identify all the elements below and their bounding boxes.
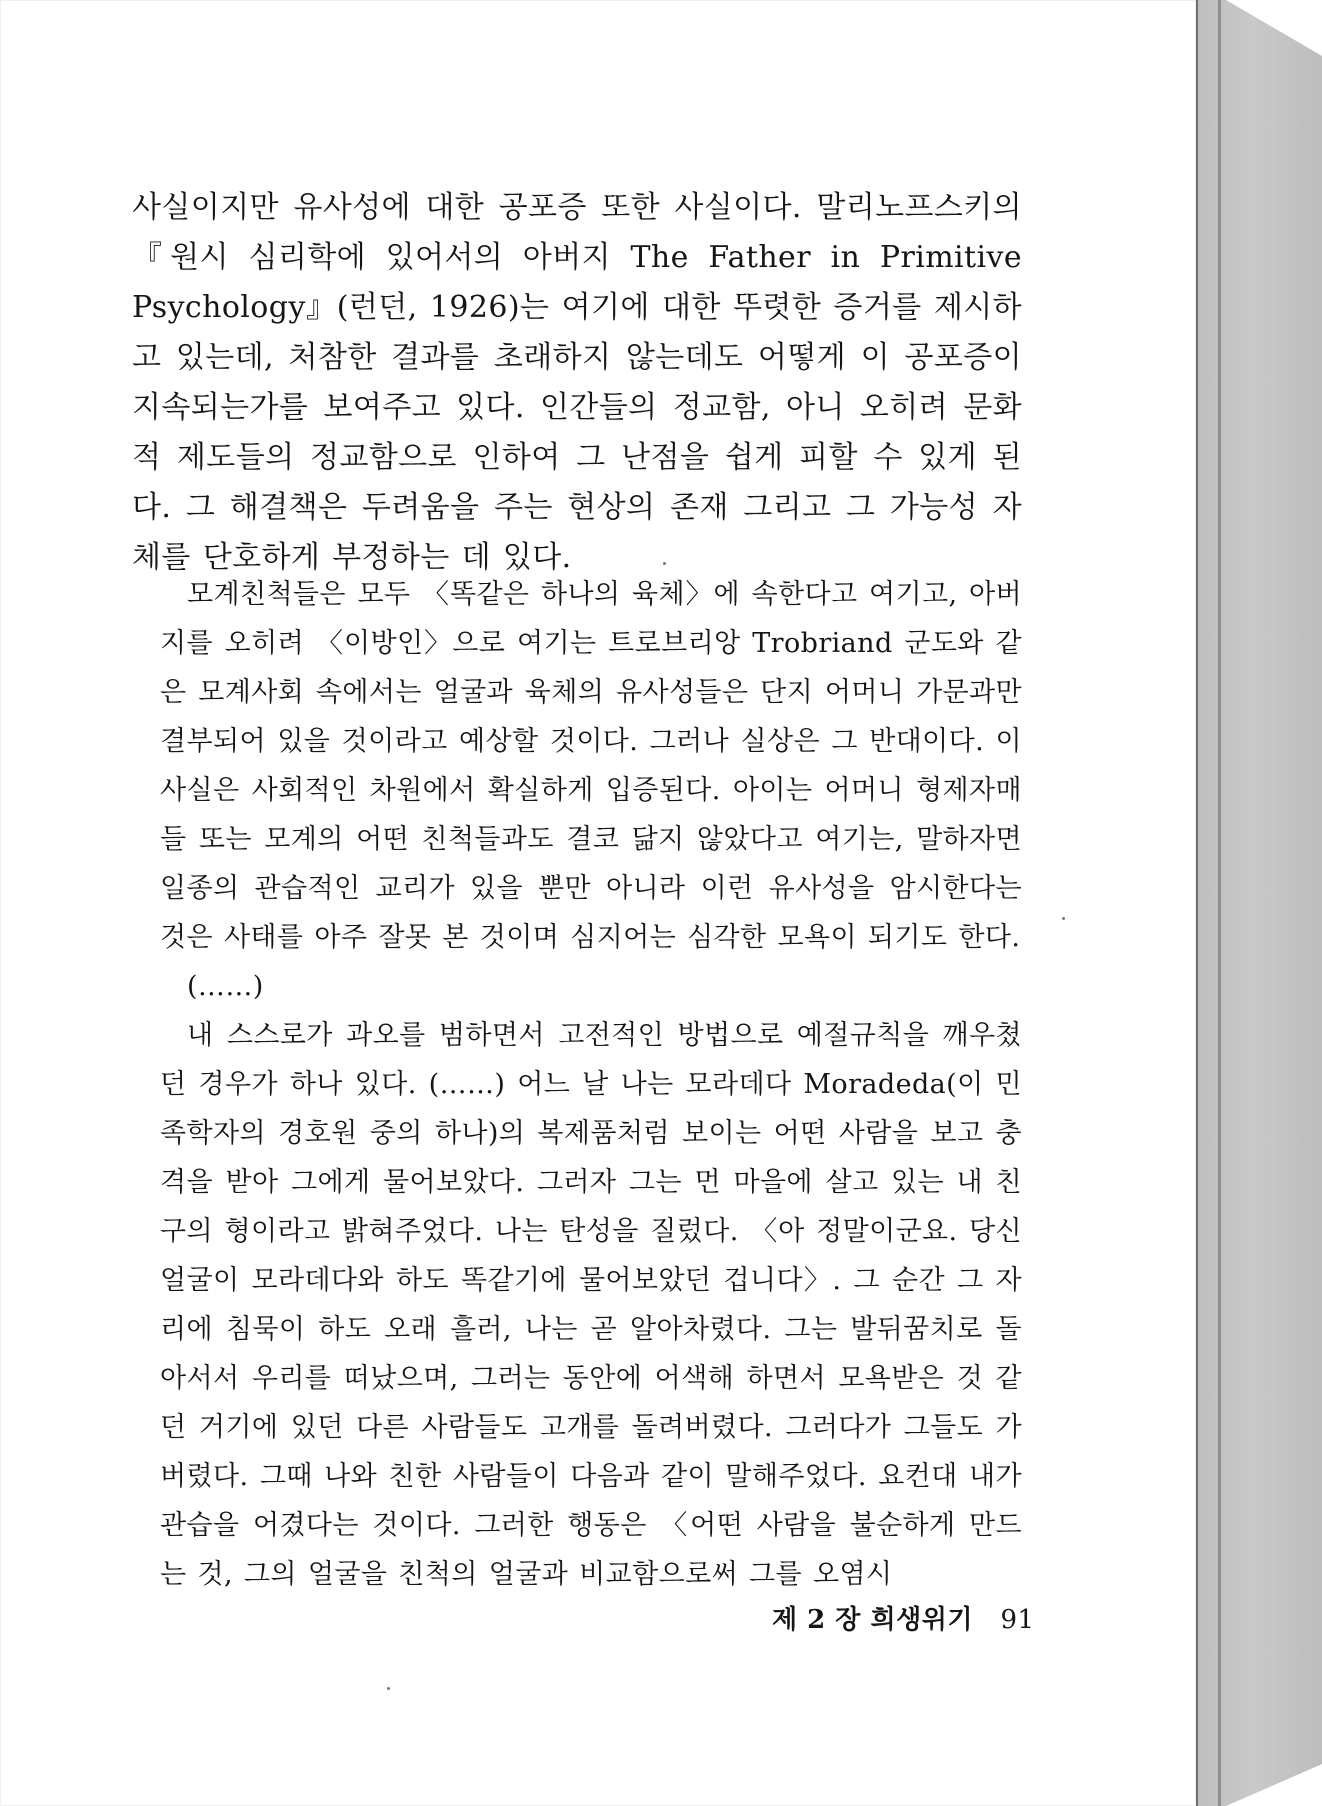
quote-block bbox=[160, 570, 1022, 1599]
footer-chapter-title: 제 2 장 희생위기 bbox=[772, 1605, 973, 1635]
scan-speck bbox=[387, 1687, 390, 1690]
scan-speck bbox=[1062, 917, 1065, 920]
quote-paragraph-2: 내 스스로가 과오를 범하면서 고전적인 방법으로 예절규칙을 깨우쳤던 경우가 하나 있다. (……) 어느 날 나는 모라데다 Moradeda(이 민족학자의 경호원 중의 하나)의 복제품처럼 보이는 어떤 사람을 보고 충격을 받아 그에게 물어보았다. 그러자 그는 먼 마을에 살고 있는 내 친구의 형이라고 밝혀주었다. 나는 탄성을 질렀다. 〈아 정말이군요. 당신 얼굴이 모라데다와 하도 똑같기에 물어보았던 겁니다〉. 그 순간 그 자리에 침묵이 하도 오래 흘러, 나는 곧 알아차렸다. 그는 발뒤꿈치로 돌아서서 우리를 떠났으며, 그러는 동안에 어색해 하면서 모욕받은 것 같던 거기에 있던 다른 사람들도 고개를 돌려버렸다. 그러다가 그들도 가버렸다. 그때 나와 친한 사람들이 다음과 같이 말해주었다. 요컨대 내가 관습을 어겼다는 것이다. 그러한 행동은 〈어떤 사람을 불순하게 만드는 것, 그의 얼굴을 친척의 얼굴과 비교함으로써 그를 오염시 bbox=[160, 1020, 1022, 1590]
footer-page-number: 91 bbox=[1000, 1605, 1035, 1635]
main-text-block bbox=[132, 183, 1022, 583]
quote-ellipsis: (……) bbox=[187, 971, 264, 1002]
page-footer bbox=[772, 1598, 1035, 1642]
book-page-edges bbox=[1196, 0, 1322, 1806]
main-paragraph: 사실이지만 유사성에 대한 공포증 또한 사실이다. 말리노프스키의 『원시 심리학에 있어서의 아버지 The Father in Primitive Psychology』(런던, 1926)는 여기에 대한 뚜렷한 증거를 제시하고 있는데, 처참한 결과를 초래하지 않는데도 어떻게 이 공포증이 지속되는가를 보여주고 있다. 인간들의 정교함, 아니 오히려 문화적 제도들의 정교함으로 인하여 그 난점을 쉽게 피할 수 있게 된다. 그 해결책은 두려움을 주는 현상의 존재 그리고 그 가능성 자체를 단호하게 부정하는 데 있다. bbox=[132, 190, 1022, 575]
quote-paragraph-1: 모계친척들은 모두 〈똑같은 하나의 육체〉에 속한다고 여기고, 아버지를 오히려 〈이방인〉으로 여기는 트로브리앙 Trobriand 군도와 같은 모계사회 속에서는 얼굴과 육체의 유사성들은 단지 어머니 가문과만 결부되어 있을 것이라고 예상할 것이다. 그러나 실상은 그 반대이다. 이 사실은 사회적인 차원에서 확실하게 입증된다. 아이는 어머니 형제자매들 또는 모계의 어떤 친척들과도 결코 닮지 않았다고 여기는, 말하자면 일종의 관습적인 교리가 있을 뿐만 아니라 이런 유사성을 암시한다는 것은 사태를 아주 잘못 본 것이며 심지어는 심각한 모욕이 되기도 한다. bbox=[160, 579, 1022, 953]
scan-speck bbox=[663, 562, 666, 565]
